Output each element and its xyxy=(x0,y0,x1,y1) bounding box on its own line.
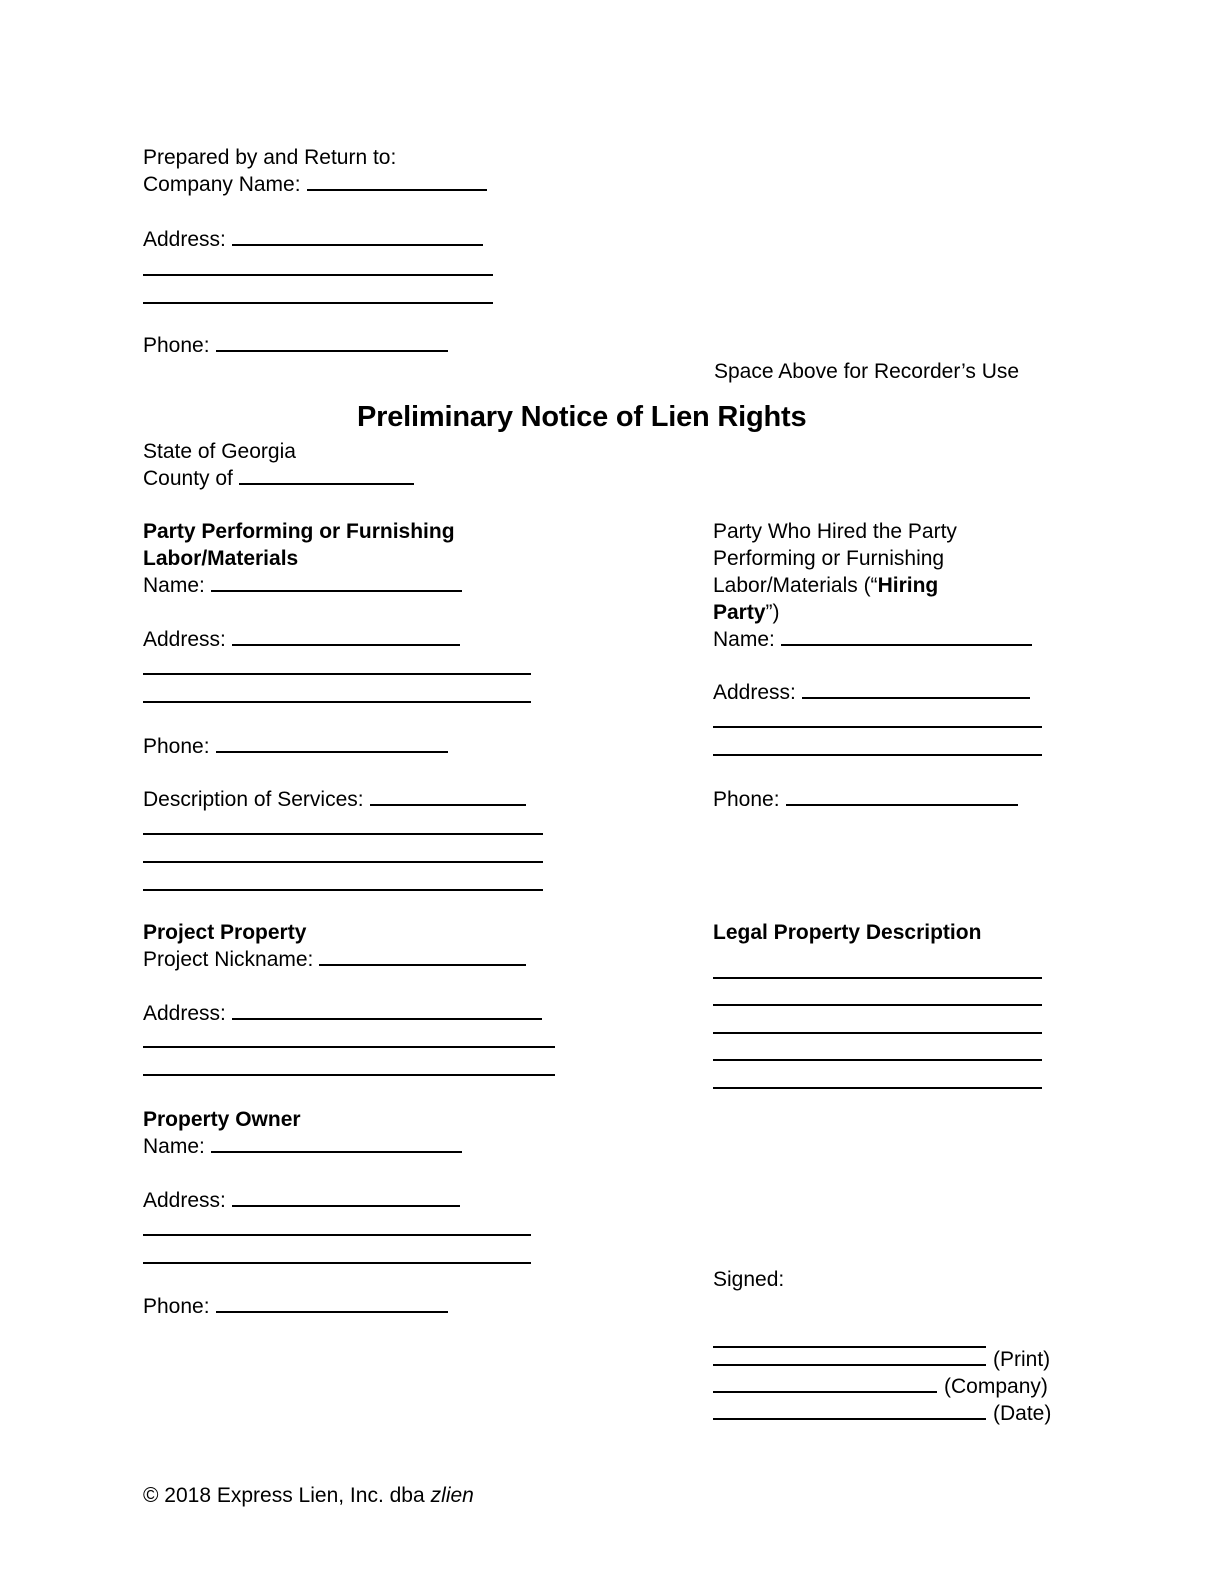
legal-property-heading: Legal Property Description xyxy=(713,921,982,944)
return-address-blank-3[interactable] xyxy=(143,302,493,304)
property-owner-address-field xyxy=(143,1187,460,1214)
county-blank[interactable] xyxy=(239,466,414,485)
performing-party-heading-line2: Labor/Materials xyxy=(143,547,299,570)
performing-party-name-blank[interactable] xyxy=(211,573,462,592)
project-address-label: Address: xyxy=(143,1002,226,1025)
hiring-party-name-blank[interactable] xyxy=(781,627,1032,646)
performing-party-phone-label: Phone: xyxy=(143,735,210,758)
signature-date-caption: (Date) xyxy=(993,1402,1052,1425)
project-address-blank-1[interactable] xyxy=(232,1001,542,1020)
property-owner-heading: Property Owner xyxy=(143,1108,301,1131)
hiring-party-address-blank-1[interactable] xyxy=(802,680,1030,699)
property-owner-phone-field xyxy=(143,1293,448,1320)
signature-date-blank[interactable] xyxy=(713,1402,986,1420)
hiring-party-name-label: Name: xyxy=(713,628,775,651)
performing-party-address-label: Address: xyxy=(143,628,226,651)
return-address-field xyxy=(143,226,483,253)
description-of-services-blank-2[interactable] xyxy=(143,833,543,835)
description-of-services-blank-3[interactable] xyxy=(143,861,543,863)
recorder-use-note: Space Above for Recorder’s Use xyxy=(714,360,1020,383)
description-of-services-field xyxy=(143,786,526,813)
return-address-label: Address: xyxy=(143,228,226,251)
hiring-party-heading-line2: Performing or Furnishing xyxy=(713,547,945,570)
performing-party-address-field xyxy=(143,626,460,653)
description-of-services-label: Description of Services: xyxy=(143,788,364,811)
legal-property-blank-5[interactable] xyxy=(713,1087,1042,1089)
property-owner-phone-label: Phone: xyxy=(143,1295,210,1318)
legal-property-blank-1[interactable] xyxy=(713,977,1042,979)
performing-party-phone-field xyxy=(143,733,448,760)
legal-property-blank-4[interactable] xyxy=(713,1059,1042,1061)
performing-party-heading-line1: Party Performing or Furnishing xyxy=(143,520,455,543)
footer-copyright xyxy=(143,1482,474,1509)
hiring-party-address-blank-2[interactable] xyxy=(713,726,1042,728)
property-owner-address-blank-2[interactable] xyxy=(143,1234,531,1236)
return-phone-label: Phone: xyxy=(143,334,210,357)
hiring-party-heading-line4-post: ”) xyxy=(765,601,780,624)
property-owner-name-field xyxy=(143,1133,462,1160)
signature-date-row xyxy=(713,1401,1051,1427)
performing-party-address-blank-1[interactable] xyxy=(232,627,460,646)
hiring-party-name-field xyxy=(713,626,1032,653)
performing-party-address-blank-2[interactable] xyxy=(143,673,531,675)
footer-copyright-text: © 2018 Express Lien, Inc. dba xyxy=(143,1484,425,1507)
return-phone-field xyxy=(143,332,448,359)
county-label: County of xyxy=(143,467,233,490)
page-title: Preliminary Notice of Lien Rights xyxy=(357,401,807,433)
return-phone-blank[interactable] xyxy=(216,333,448,352)
description-of-services-blank-4[interactable] xyxy=(143,889,543,891)
signature-company-row xyxy=(713,1374,1048,1400)
footer-brand: zlien xyxy=(430,1484,474,1507)
signature-print-caption: (Print) xyxy=(993,1348,1051,1371)
property-owner-address-label: Address: xyxy=(143,1189,226,1212)
hiring-party-phone-field xyxy=(713,786,1018,813)
company-name-blank[interactable] xyxy=(307,172,487,191)
project-property-heading: Project Property xyxy=(143,921,307,944)
property-owner-name-blank[interactable] xyxy=(211,1134,462,1153)
performing-party-address-blank-3[interactable] xyxy=(143,701,531,703)
project-address-blank-2[interactable] xyxy=(143,1046,555,1048)
hiring-party-heading-line1: Party Who Hired the Party xyxy=(713,520,957,543)
signature-company-blank[interactable] xyxy=(713,1375,937,1393)
hiring-party-term-hiring: Hiring xyxy=(877,574,939,597)
return-address-blank-2[interactable] xyxy=(143,274,493,276)
hiring-party-phone-label: Phone: xyxy=(713,788,780,811)
project-nickname-label: Project Nickname: xyxy=(143,948,314,971)
project-address-blank-3[interactable] xyxy=(143,1074,555,1076)
hiring-party-heading-line3-pre: Labor/Materials (“ xyxy=(713,574,878,597)
hiring-party-phone-blank[interactable] xyxy=(786,787,1018,806)
performing-party-name-label: Name: xyxy=(143,574,205,597)
company-name-field xyxy=(143,171,487,198)
legal-property-blank-2[interactable] xyxy=(713,1004,1042,1006)
signed-label: Signed: xyxy=(713,1268,785,1291)
description-of-services-blank-1[interactable] xyxy=(370,787,526,806)
hiring-party-term-party: Party xyxy=(713,601,766,624)
performing-party-phone-blank[interactable] xyxy=(216,734,448,753)
signature-company-caption: (Company) xyxy=(944,1375,1048,1398)
project-nickname-blank[interactable] xyxy=(319,947,526,966)
project-address-field xyxy=(143,1000,542,1027)
hiring-party-address-label: Address: xyxy=(713,681,796,704)
company-name-label: Company Name: xyxy=(143,173,301,196)
property-owner-name-label: Name: xyxy=(143,1135,205,1158)
return-address-blank-1[interactable] xyxy=(232,227,483,246)
performing-party-name-field xyxy=(143,572,462,599)
project-nickname-field xyxy=(143,946,526,973)
hiring-party-address-field xyxy=(713,679,1030,706)
property-owner-address-blank-1[interactable] xyxy=(232,1188,460,1207)
state-label: State of Georgia xyxy=(143,440,296,463)
hiring-party-heading-line4 xyxy=(713,599,780,626)
legal-property-blank-3[interactable] xyxy=(713,1032,1042,1034)
property-owner-phone-blank[interactable] xyxy=(216,1294,448,1313)
county-field xyxy=(143,465,414,492)
signature-print-row xyxy=(713,1347,1050,1373)
signature-print-blank[interactable] xyxy=(713,1348,986,1366)
property-owner-address-blank-3[interactable] xyxy=(143,1262,531,1264)
prepared-by-label: Prepared by and Return to: xyxy=(143,146,397,169)
hiring-party-address-blank-3[interactable] xyxy=(713,754,1042,756)
hiring-party-heading-line3 xyxy=(713,572,938,599)
